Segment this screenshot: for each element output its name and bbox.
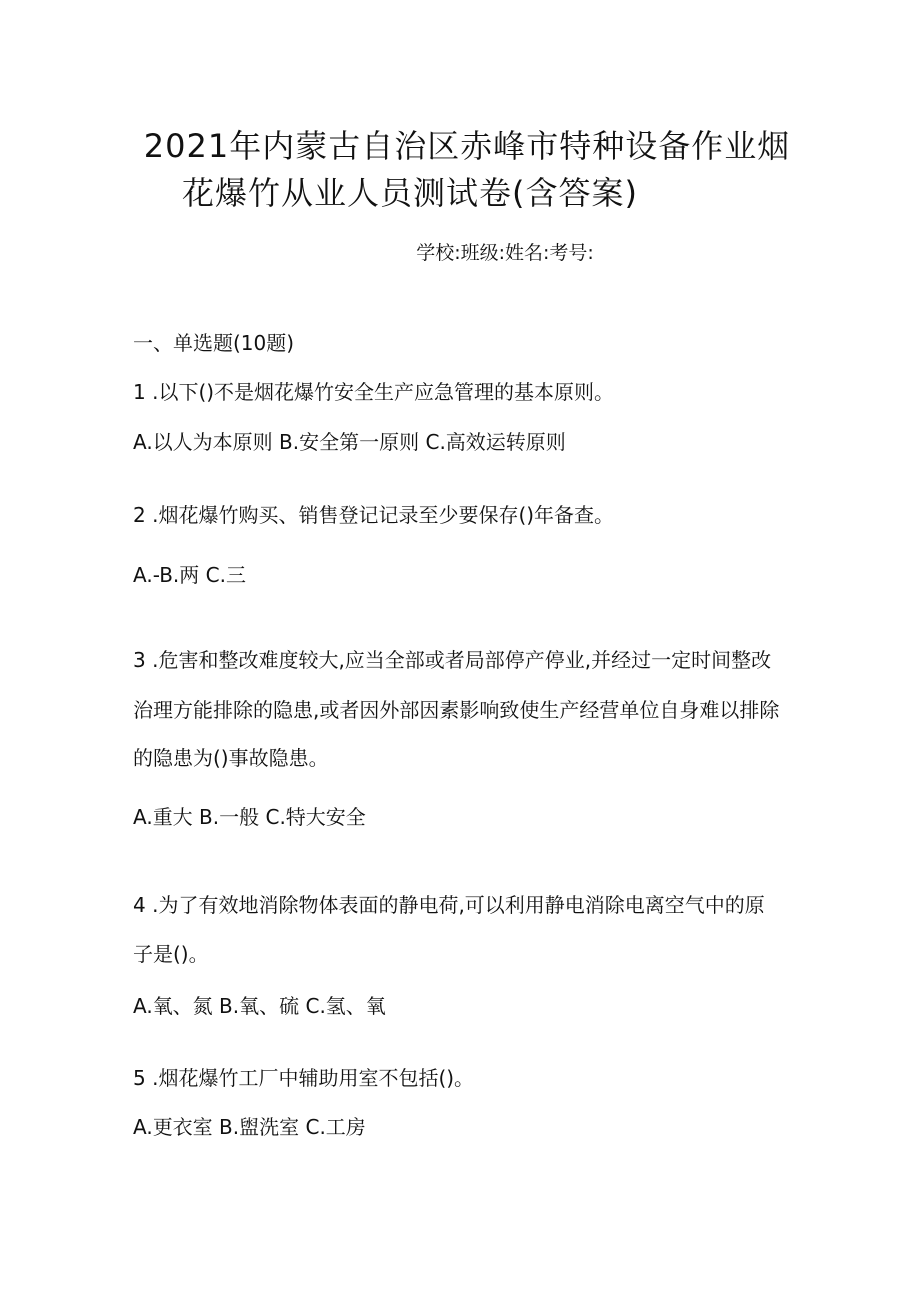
question-4-options: A.氧、氮 B.氧、硫 C.氢、氧 <box>133 994 386 1018</box>
question-5-text: 5 .烟花爆竹工厂中辅助用室不包括()。 <box>133 1066 475 1090</box>
question-4-text-line-2: 子是()。 <box>133 942 209 966</box>
document-title-line-2: 花爆竹从业人员测试卷(含答案) <box>182 174 638 212</box>
question-2-text: 2 .烟花爆竹购买、销售登记记录至少要保存()年备查。 <box>133 503 615 527</box>
question-1-options: A.以人为本原则 B.安全第一原则 C.高效运转原则 <box>133 430 566 454</box>
question-3-text-line-2: 治理方能排除的隐患,或者因外部因素影响致使生产经营单位自身难以排除 <box>133 698 780 722</box>
section-heading: 一、单选题(10题) <box>133 331 295 355</box>
question-3-text-line-3: 的隐患为()事故隐患。 <box>133 746 329 770</box>
student-info-line: 学校:班级:姓名:考号: <box>416 242 594 264</box>
question-1-text: 1 .以下()不是烟花爆竹安全生产应急管理的基本原则。 <box>133 380 615 404</box>
question-3-options: A.重大 B.一般 C.特大安全 <box>133 805 366 829</box>
question-4-text-line-1: 4 .为了有效地消除物体表面的静电荷,可以利用静电消除电离空气中的原 <box>133 893 765 917</box>
question-2-options: A.-B.两 C.三 <box>133 563 246 587</box>
document-title-line-1: 2021年内蒙古自治区赤峰市特种设备作业烟 <box>143 127 791 165</box>
question-5-options: A.更衣室 B.盥洗室 C.工房 <box>133 1115 366 1139</box>
question-3-text-line-1: 3 .危害和整改难度较大,应当全部或者局部停产停业,并经过一定时间整改 <box>133 648 772 672</box>
